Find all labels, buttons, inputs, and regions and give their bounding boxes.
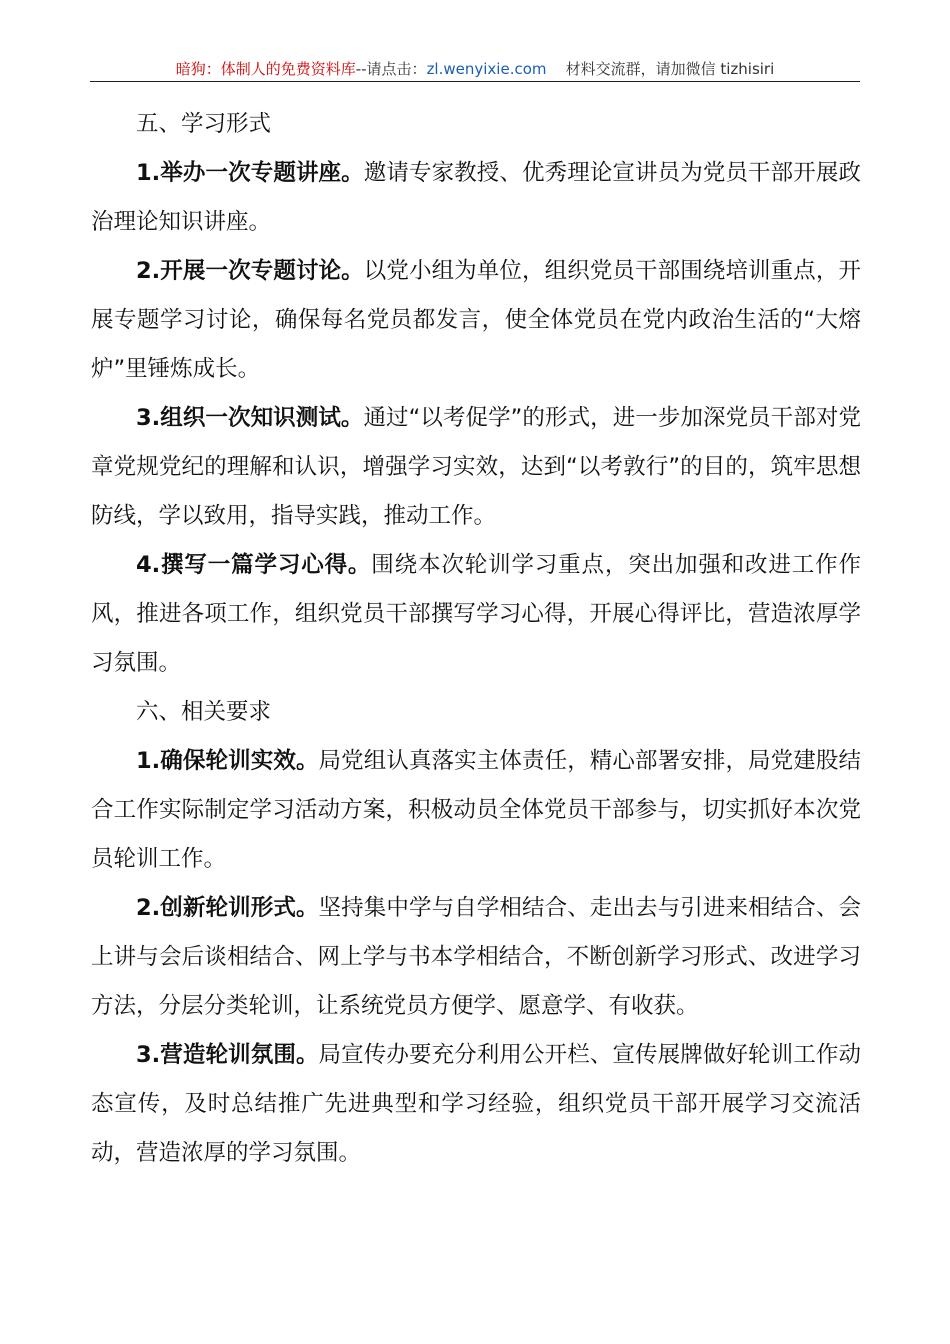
section-heading: 六、相关要求 [136, 699, 272, 725]
item-text: 围绕本次轮训学习重点，突出加强和改进工作作风，推进各项工作，组织党员干部撰写学习心得，开展心得评比，营造浓厚学习氛围。 [91, 552, 861, 676]
paragraph [91, 394, 861, 541]
item-title: 3.组织一次知识测试。 [136, 405, 364, 431]
item-title: 3.营造轮训氛围。 [136, 1042, 319, 1068]
paragraph [91, 884, 861, 1031]
header-divider [90, 81, 860, 82]
item-text: 邀请专家教授、优秀理论宣讲员为党员干部开展政治理论知识讲座。 [91, 160, 861, 235]
paragraph [91, 247, 861, 394]
item-title: 2.创新轮训形式。 [136, 895, 319, 921]
section-heading: 五、学习形式 [136, 111, 272, 137]
item-text: 以党小组为单位，组织党员干部围绕培训重点，开展专题学习讨论，确保每名党员都发言，使全体党员在党内政治生活的“大熔炉”里锤炼成长。 [91, 258, 861, 382]
header-spacer [547, 60, 566, 78]
header-url-link[interactable]: zl.wenyixie.com [426, 60, 547, 78]
item-title: 1.举办一次专题讲座。 [136, 160, 364, 186]
item-title: 1.确保轮训实效。 [136, 748, 319, 774]
document-body [91, 100, 861, 1178]
paragraph [91, 541, 861, 688]
item-text: 通过“以考促学”的形式，进一步加深党员干部对党章党规党纪的理解和认识，增强学习实效，达到“以考敦行”的目的，筑牢思想防线，学以致用，指导实践，推动工作。 [91, 405, 861, 529]
paragraph [91, 1031, 861, 1178]
header-group-note: 材料交流群，请加微信 tizhisiri [565, 60, 775, 78]
paragraph [91, 149, 861, 247]
item-text: 局党组认真落实主体责任，精心部署安排，局党建股结合工作实际制定学习活动方案，积极动员全体党员干部参与，切实抓好本次党员轮训工作。 [91, 748, 861, 872]
item-text: 坚持集中学与自学相结合、走出去与引进来相结合、会上讲与会后谈相结合、网上学与书本学相结合，不断创新学习形式、改进学习方法，分层分类轮训，让系统党员方便学、愿意学、有收获。 [91, 895, 861, 1019]
item-title: 4.撰写一篇学习心得。 [136, 552, 372, 578]
paragraph [91, 737, 861, 884]
page-header [90, 58, 860, 80]
item-text: 局宣传办要充分利用公开栏、宣传展牌做好轮训工作动态宣传，及时总结推广先进典型和学习经验，组织党员干部开展学习交流活动，营造浓厚的学习氛围。 [91, 1042, 861, 1166]
item-title: 2.开展一次专题讨论。 [136, 258, 364, 284]
header-click-label: --请点击： [355, 60, 427, 78]
header-site-name: 暗狗：体制人的免费资料库 [175, 60, 356, 78]
